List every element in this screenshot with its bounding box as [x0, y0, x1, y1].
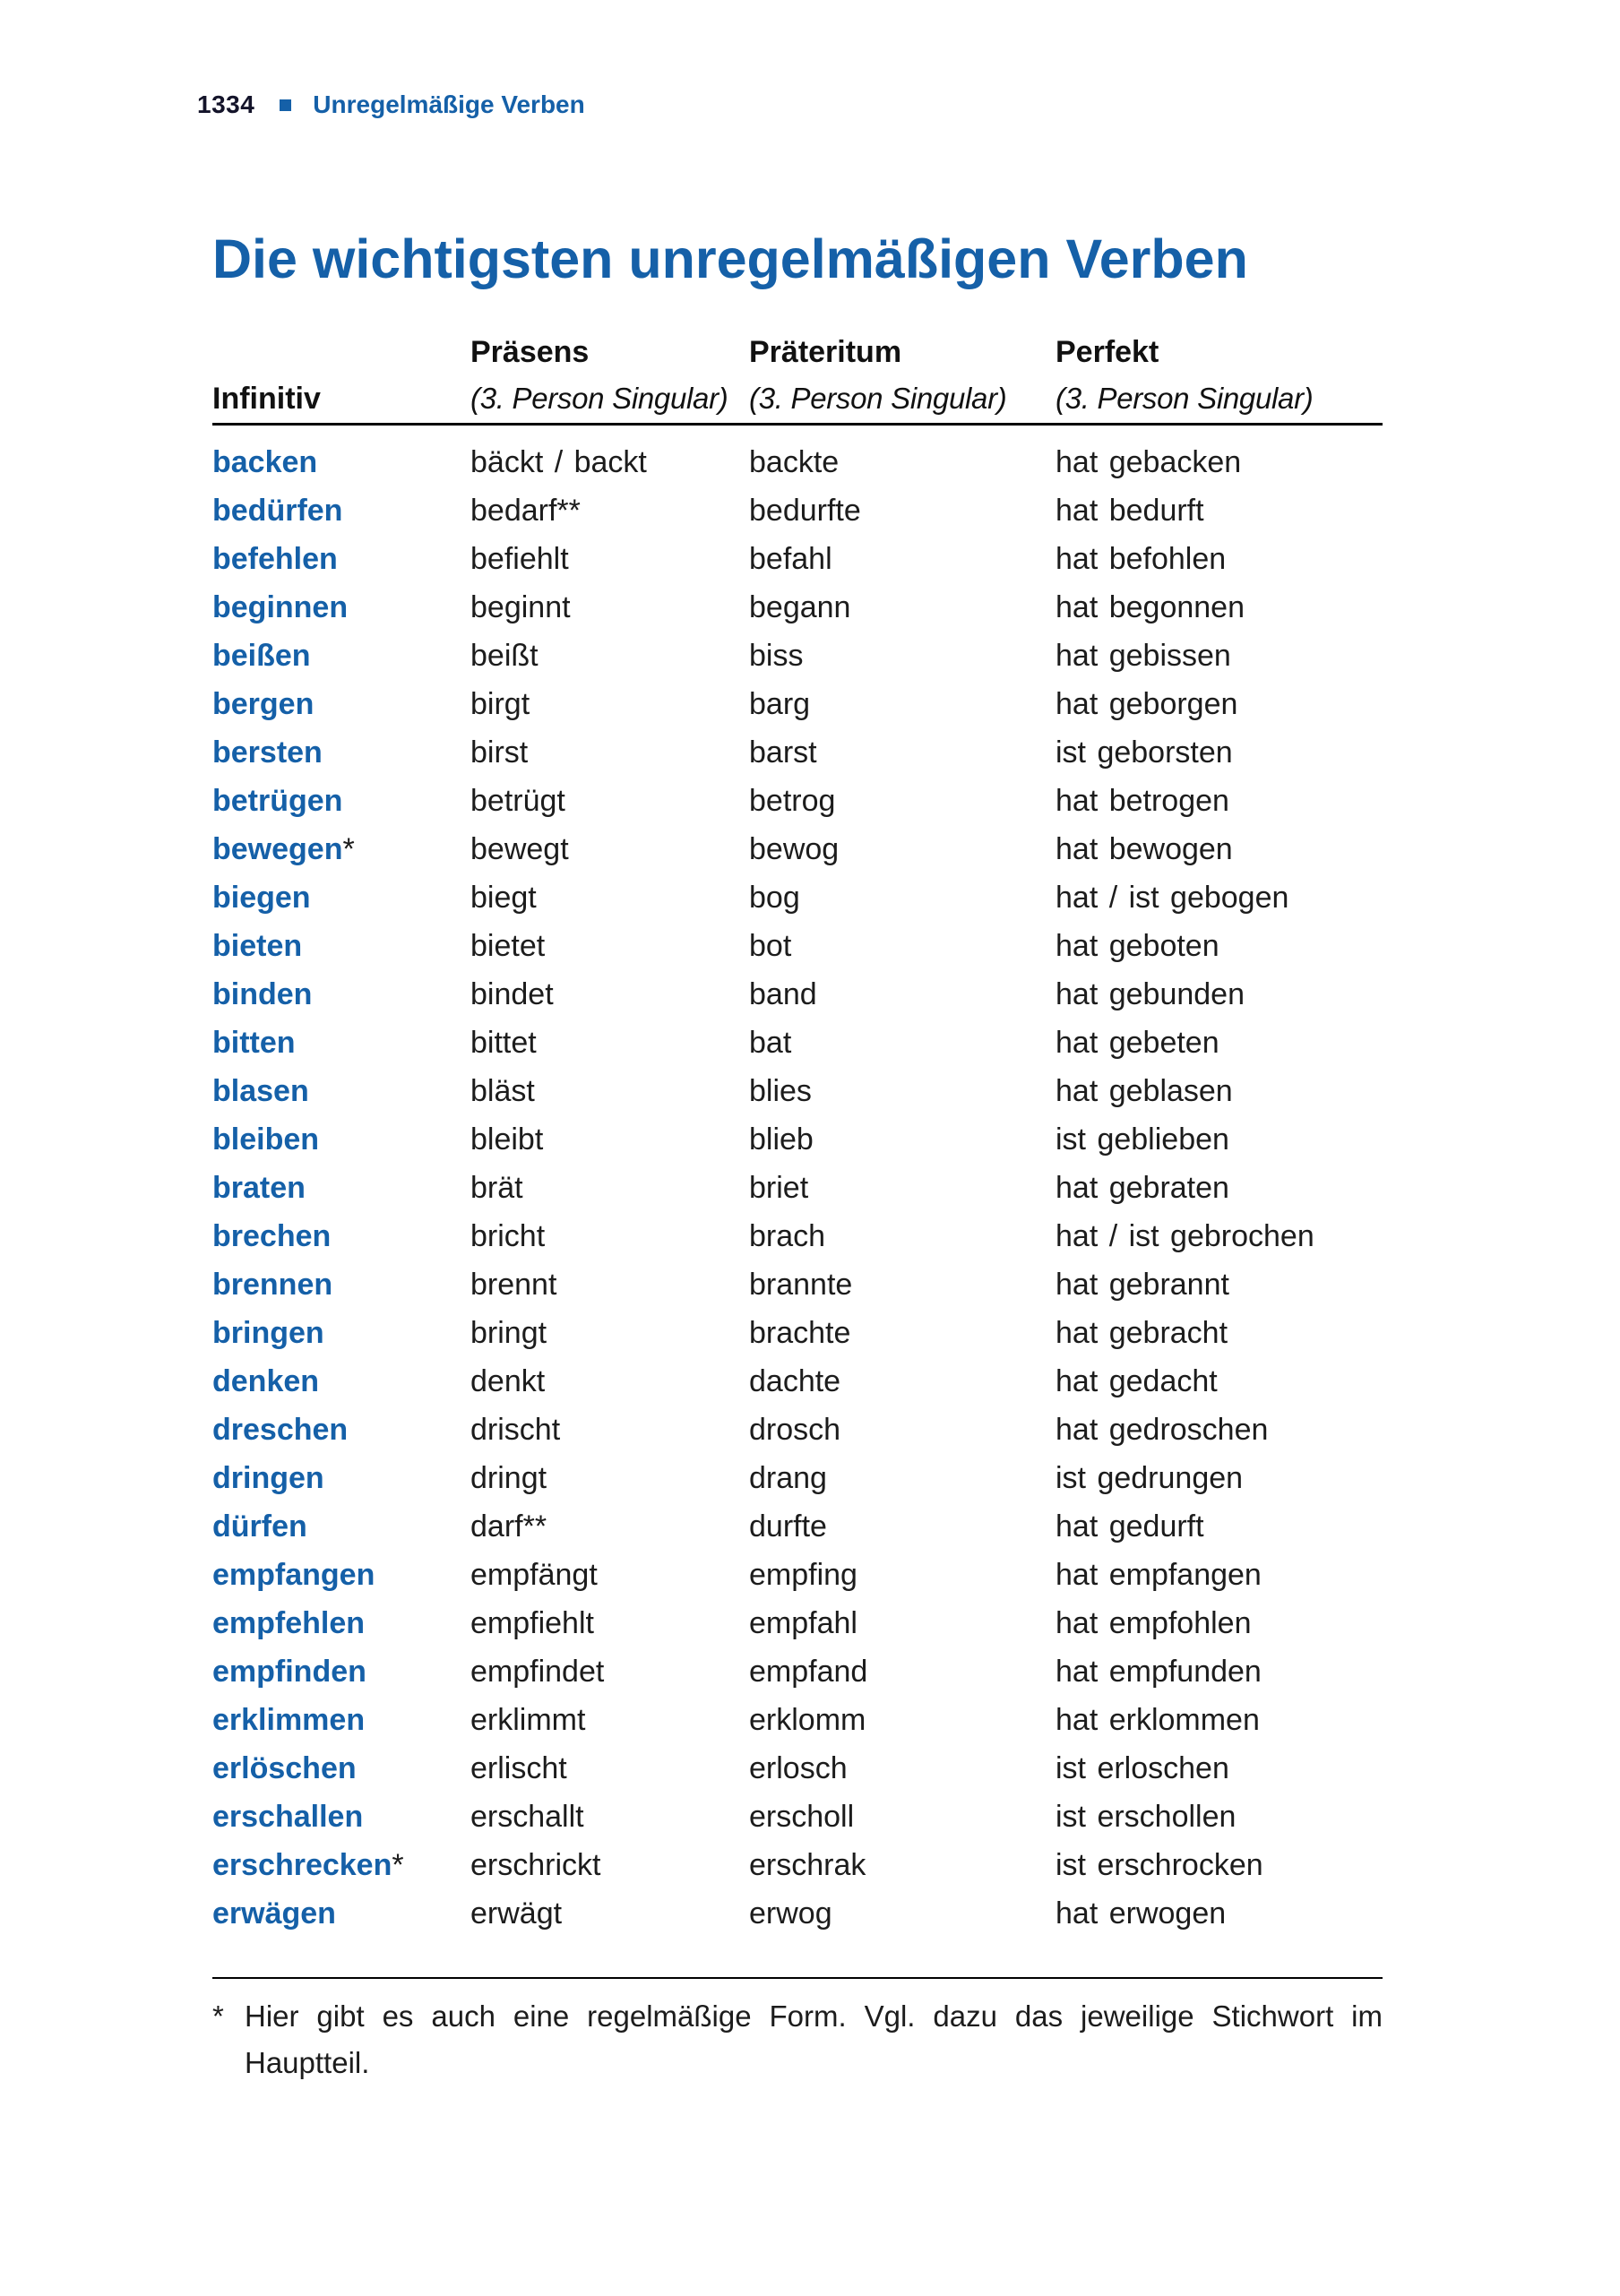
- cell-praesens: erwägt: [470, 1896, 563, 1931]
- footnote: [212, 1993, 1383, 2086]
- cell-praesens: erschrickt: [470, 1847, 601, 1882]
- cell-infinitiv: [212, 784, 470, 819]
- cell-perfekt: ist erschrocken: [1056, 1847, 1263, 1882]
- verb-text: brennen: [212, 1267, 333, 1302]
- cell-perfekt: ist erschollen: [1056, 1799, 1237, 1834]
- cell-infinitiv: [212, 1461, 470, 1496]
- cell-praesens: brennt: [470, 1267, 557, 1302]
- cell-perfekt: hat bewogen: [1056, 831, 1233, 866]
- table-row: [212, 486, 1383, 535]
- cell-praeteritum: barg: [749, 686, 811, 721]
- cell-praeteritum: briet: [749, 1170, 809, 1205]
- table-row: [212, 1647, 1383, 1696]
- cell-praeteritum: empfing: [749, 1557, 857, 1592]
- cell-perfekt: hat gebrannt: [1056, 1267, 1229, 1302]
- cell-infinitiv: [212, 590, 470, 625]
- verb-text: erlöschen: [212, 1750, 357, 1785]
- cell-infinitiv: [212, 977, 470, 1012]
- verb-text: brechen: [212, 1218, 332, 1253]
- bullet-square-icon: [280, 99, 291, 111]
- verb-text: dringen: [212, 1460, 324, 1495]
- table-row: [212, 728, 1383, 777]
- column-subheader-perfekt: (3. Person Singular): [1056, 382, 1314, 415]
- cell-infinitiv: [212, 1171, 470, 1206]
- table-row: [212, 1115, 1383, 1164]
- verb-text: bedürfen: [212, 493, 343, 528]
- table-row: [212, 1889, 1383, 1938]
- cell-praeteritum: band: [749, 976, 817, 1011]
- cell-perfekt: ist geblieben: [1056, 1122, 1229, 1157]
- cell-perfekt: hat empfunden: [1056, 1654, 1262, 1689]
- header-rule: [212, 423, 1383, 426]
- cell-perfekt: ist gedrungen: [1056, 1460, 1244, 1495]
- cell-infinitiv: [212, 929, 470, 964]
- cell-infinitiv: [212, 881, 470, 916]
- cell-praesens: befiehlt: [470, 541, 569, 576]
- verb-table: [212, 334, 1383, 2086]
- cell-praeteritum: bot: [749, 928, 792, 963]
- cell-praeteritum: biss: [749, 638, 804, 673]
- table-row: [212, 1793, 1383, 1841]
- table-row: [212, 438, 1383, 486]
- cell-praesens: brät: [470, 1170, 523, 1205]
- cell-praesens: bleibt: [470, 1122, 544, 1157]
- cell-infinitiv: [212, 1316, 470, 1351]
- cell-praeteritum: erklomm: [749, 1702, 866, 1737]
- verb-text: empfehlen: [212, 1605, 366, 1640]
- cell-praeteritum: dachte: [749, 1363, 841, 1398]
- table-row: [212, 1406, 1383, 1454]
- table-row: [212, 1454, 1383, 1502]
- page-title: Die wichtigsten unregelmäßigen Verben: [212, 228, 1248, 289]
- cell-praesens: birgt: [470, 686, 530, 721]
- table-row: [212, 1744, 1383, 1793]
- verb-text: erschrecken: [212, 1847, 392, 1882]
- verb-text: biegen: [212, 880, 311, 915]
- table-row: [212, 632, 1383, 680]
- cell-praeteritum: erschrak: [749, 1847, 866, 1882]
- verb-text: beißen: [212, 638, 311, 673]
- cell-praeteritum: erwog: [749, 1896, 832, 1931]
- cell-praesens: empfindet: [470, 1654, 605, 1689]
- verb-text: dürfen: [212, 1509, 307, 1544]
- verb-text: bringen: [212, 1315, 324, 1350]
- verb-table-body: [212, 438, 1383, 1938]
- cell-infinitiv: [212, 542, 470, 577]
- table-row: [212, 970, 1383, 1019]
- cell-praesens: denkt: [470, 1363, 546, 1398]
- verb-text: bersten: [212, 735, 323, 770]
- cell-praesens: erschallt: [470, 1799, 584, 1834]
- cell-praeteritum: begann: [749, 589, 851, 624]
- cell-praesens: betrügt: [470, 783, 565, 818]
- verb-text: dreschen: [212, 1412, 349, 1447]
- cell-praeteritum: drosch: [749, 1412, 841, 1447]
- cell-perfekt: hat empfangen: [1056, 1557, 1262, 1592]
- cell-infinitiv: [212, 1848, 470, 1883]
- table-header: [212, 334, 1383, 417]
- cell-infinitiv: [212, 1703, 470, 1738]
- table-row: [212, 1019, 1383, 1067]
- cell-praesens: bäckt / backt: [470, 444, 647, 479]
- cell-infinitiv: [212, 1558, 470, 1593]
- table-row: [212, 1357, 1383, 1406]
- cell-perfekt: hat empfohlen: [1056, 1605, 1252, 1640]
- cell-perfekt: hat gedurft: [1056, 1509, 1204, 1544]
- cell-praeteritum: bat: [749, 1025, 792, 1060]
- table-row: [212, 777, 1383, 825]
- cell-perfekt: hat gebissen: [1056, 638, 1231, 673]
- cell-infinitiv: [212, 687, 470, 722]
- cell-praeteritum: blieb: [749, 1122, 814, 1157]
- cell-perfekt: hat / ist gebogen: [1056, 880, 1289, 915]
- verb-text: betrügen: [212, 783, 343, 818]
- cell-perfekt: hat erwogen: [1056, 1896, 1227, 1931]
- verb-text: braten: [212, 1170, 306, 1205]
- verb-text: blasen: [212, 1073, 309, 1108]
- column-header-praeteritum: Präteritum: [749, 335, 902, 369]
- cell-praeteritum: betrog: [749, 783, 836, 818]
- cell-perfekt: hat gebunden: [1056, 976, 1245, 1011]
- table-row: [212, 1067, 1383, 1115]
- verb-text: beginnen: [212, 589, 349, 624]
- cell-infinitiv: [212, 1751, 470, 1786]
- cell-praeteritum: bedurfte: [749, 493, 861, 528]
- cell-praeteritum: durfte: [749, 1509, 827, 1544]
- table-row: [212, 1599, 1383, 1647]
- footnote-text: [245, 1993, 1383, 2086]
- cell-perfekt: hat geblasen: [1056, 1073, 1233, 1108]
- cell-infinitiv: [212, 832, 470, 867]
- cell-infinitiv: [212, 1896, 470, 1931]
- cell-praeteritum: empfand: [749, 1654, 868, 1689]
- verb-text: empfinden: [212, 1654, 366, 1689]
- cell-praeteritum: brachte: [749, 1315, 851, 1350]
- cell-infinitiv: [212, 735, 470, 770]
- cell-perfekt: hat bedurft: [1056, 493, 1204, 528]
- cell-perfekt: hat begonnen: [1056, 589, 1245, 624]
- cell-praeteritum: brach: [749, 1218, 826, 1253]
- column-subheader-praeteritum: (3. Person Singular): [749, 382, 1007, 415]
- column-header-perfekt: Perfekt: [1056, 335, 1159, 369]
- cell-perfekt: hat befohlen: [1056, 541, 1227, 576]
- table-row: [212, 535, 1383, 583]
- verb-text: erklimmen: [212, 1702, 366, 1737]
- cell-infinitiv: [212, 1122, 470, 1157]
- verb-note: *: [392, 1847, 404, 1882]
- table-row: [212, 1841, 1383, 1889]
- cell-infinitiv: [212, 445, 470, 480]
- verb-text: erwägen: [212, 1896, 336, 1931]
- table-row: [212, 873, 1383, 922]
- table-row: [212, 1212, 1383, 1260]
- cell-perfekt: hat gedacht: [1056, 1363, 1218, 1398]
- cell-praeteritum: bog: [749, 880, 800, 915]
- table-row: [212, 1502, 1383, 1551]
- footnote-line-2: Hauptteil.: [245, 2046, 370, 2079]
- column-header-praesens: Präsens: [470, 335, 590, 369]
- footnote-line-1: Hier gibt es auch eine regelmäßige Form. Vgl. dazu das jeweilige Stichwort im: [245, 1999, 1383, 2033]
- running-head: [197, 90, 585, 120]
- verb-text: empfangen: [212, 1557, 375, 1592]
- cell-perfekt: hat geboten: [1056, 928, 1219, 963]
- table-subheader-row: [212, 381, 1383, 417]
- table-row: [212, 583, 1383, 632]
- cell-praeteritum: barst: [749, 735, 817, 770]
- cell-praesens: bietet: [470, 928, 546, 963]
- table-row: [212, 1551, 1383, 1599]
- cell-praesens: empfängt: [470, 1557, 598, 1592]
- cell-praesens: bittet: [470, 1025, 537, 1060]
- cell-perfekt: hat geborgen: [1056, 686, 1238, 721]
- cell-perfekt: hat gebracht: [1056, 1315, 1228, 1350]
- cell-praesens: beißt: [470, 638, 539, 673]
- verb-text: bitten: [212, 1025, 296, 1060]
- cell-praesens: erklimmt: [470, 1702, 586, 1737]
- table-row: [212, 1309, 1383, 1357]
- cell-praeteritum: drang: [749, 1460, 827, 1495]
- cell-infinitiv: [212, 1509, 470, 1544]
- verb-text: bergen: [212, 686, 315, 721]
- section-title: Unregelmäßige Verben: [313, 90, 585, 118]
- column-header-infinitiv: Infinitiv: [212, 382, 321, 416]
- verb-note: *: [342, 831, 355, 866]
- cell-perfekt: hat gedroschen: [1056, 1412, 1269, 1447]
- cell-perfekt: ist erloschen: [1056, 1750, 1229, 1785]
- cell-praesens: bedarf**: [470, 493, 581, 528]
- cell-praeteritum: bewog: [749, 831, 840, 866]
- page-number: 1334: [197, 90, 255, 118]
- cell-praesens: bindet: [470, 976, 554, 1011]
- cell-praeteritum: empfahl: [749, 1605, 857, 1640]
- cell-praesens: beginnt: [470, 589, 571, 624]
- cell-infinitiv: [212, 1219, 470, 1254]
- cell-praesens: bläst: [470, 1073, 535, 1108]
- cell-perfekt: hat erklommen: [1056, 1702, 1260, 1737]
- cell-praesens: bringt: [470, 1315, 547, 1350]
- table-row: [212, 922, 1383, 970]
- cell-praeteritum: befahl: [749, 541, 832, 576]
- cell-praeteritum: erlosch: [749, 1750, 848, 1785]
- table-row: [212, 825, 1383, 873]
- cell-infinitiv: [212, 639, 470, 674]
- footnote-marker: *: [212, 1999, 224, 2033]
- cell-infinitiv: [212, 1268, 470, 1303]
- cell-infinitiv: [212, 1655, 470, 1690]
- cell-praeteritum: erscholl: [749, 1799, 855, 1834]
- table-header-row: [212, 334, 1383, 370]
- cell-praesens: empfiehlt: [470, 1605, 594, 1640]
- verb-text: bleiben: [212, 1122, 320, 1157]
- verb-text: bewegen: [212, 831, 343, 866]
- cell-praeteritum: brannte: [749, 1267, 853, 1302]
- cell-praesens: bricht: [470, 1218, 546, 1253]
- table-row: [212, 1164, 1383, 1212]
- cell-perfekt: hat gebraten: [1056, 1170, 1229, 1205]
- cell-perfekt: hat gebeten: [1056, 1025, 1219, 1060]
- cell-praeteritum: backte: [749, 444, 840, 479]
- cell-perfekt: hat gebacken: [1056, 444, 1242, 479]
- cell-infinitiv: [212, 1800, 470, 1835]
- cell-praesens: bewegt: [470, 831, 569, 866]
- footnote-rule: [212, 1977, 1383, 1979]
- table-row: [212, 1260, 1383, 1309]
- cell-praesens: drischt: [470, 1412, 561, 1447]
- table-row: [212, 1696, 1383, 1744]
- verb-text: befehlen: [212, 541, 338, 576]
- cell-infinitiv: [212, 1074, 470, 1109]
- verb-text: backen: [212, 444, 318, 479]
- cell-infinitiv: [212, 1606, 470, 1641]
- cell-praesens: biegt: [470, 880, 537, 915]
- column-subheader-praesens: (3. Person Singular): [470, 382, 728, 415]
- verb-text: bieten: [212, 928, 303, 963]
- cell-infinitiv: [212, 1026, 470, 1061]
- cell-infinitiv: [212, 494, 470, 529]
- verb-text: erschallen: [212, 1799, 364, 1834]
- verb-text: binden: [212, 976, 313, 1011]
- cell-praeteritum: blies: [749, 1073, 812, 1108]
- cell-perfekt: hat betrogen: [1056, 783, 1229, 818]
- cell-perfekt: ist geborsten: [1056, 735, 1233, 770]
- cell-praesens: birst: [470, 735, 529, 770]
- table-row: [212, 680, 1383, 728]
- cell-infinitiv: [212, 1364, 470, 1399]
- cell-praesens: erlischt: [470, 1750, 567, 1785]
- cell-praesens: dringt: [470, 1460, 547, 1495]
- cell-perfekt: hat / ist gebrochen: [1056, 1218, 1314, 1253]
- cell-infinitiv: [212, 1413, 470, 1448]
- verb-text: denken: [212, 1363, 320, 1398]
- cell-praesens: darf**: [470, 1509, 547, 1544]
